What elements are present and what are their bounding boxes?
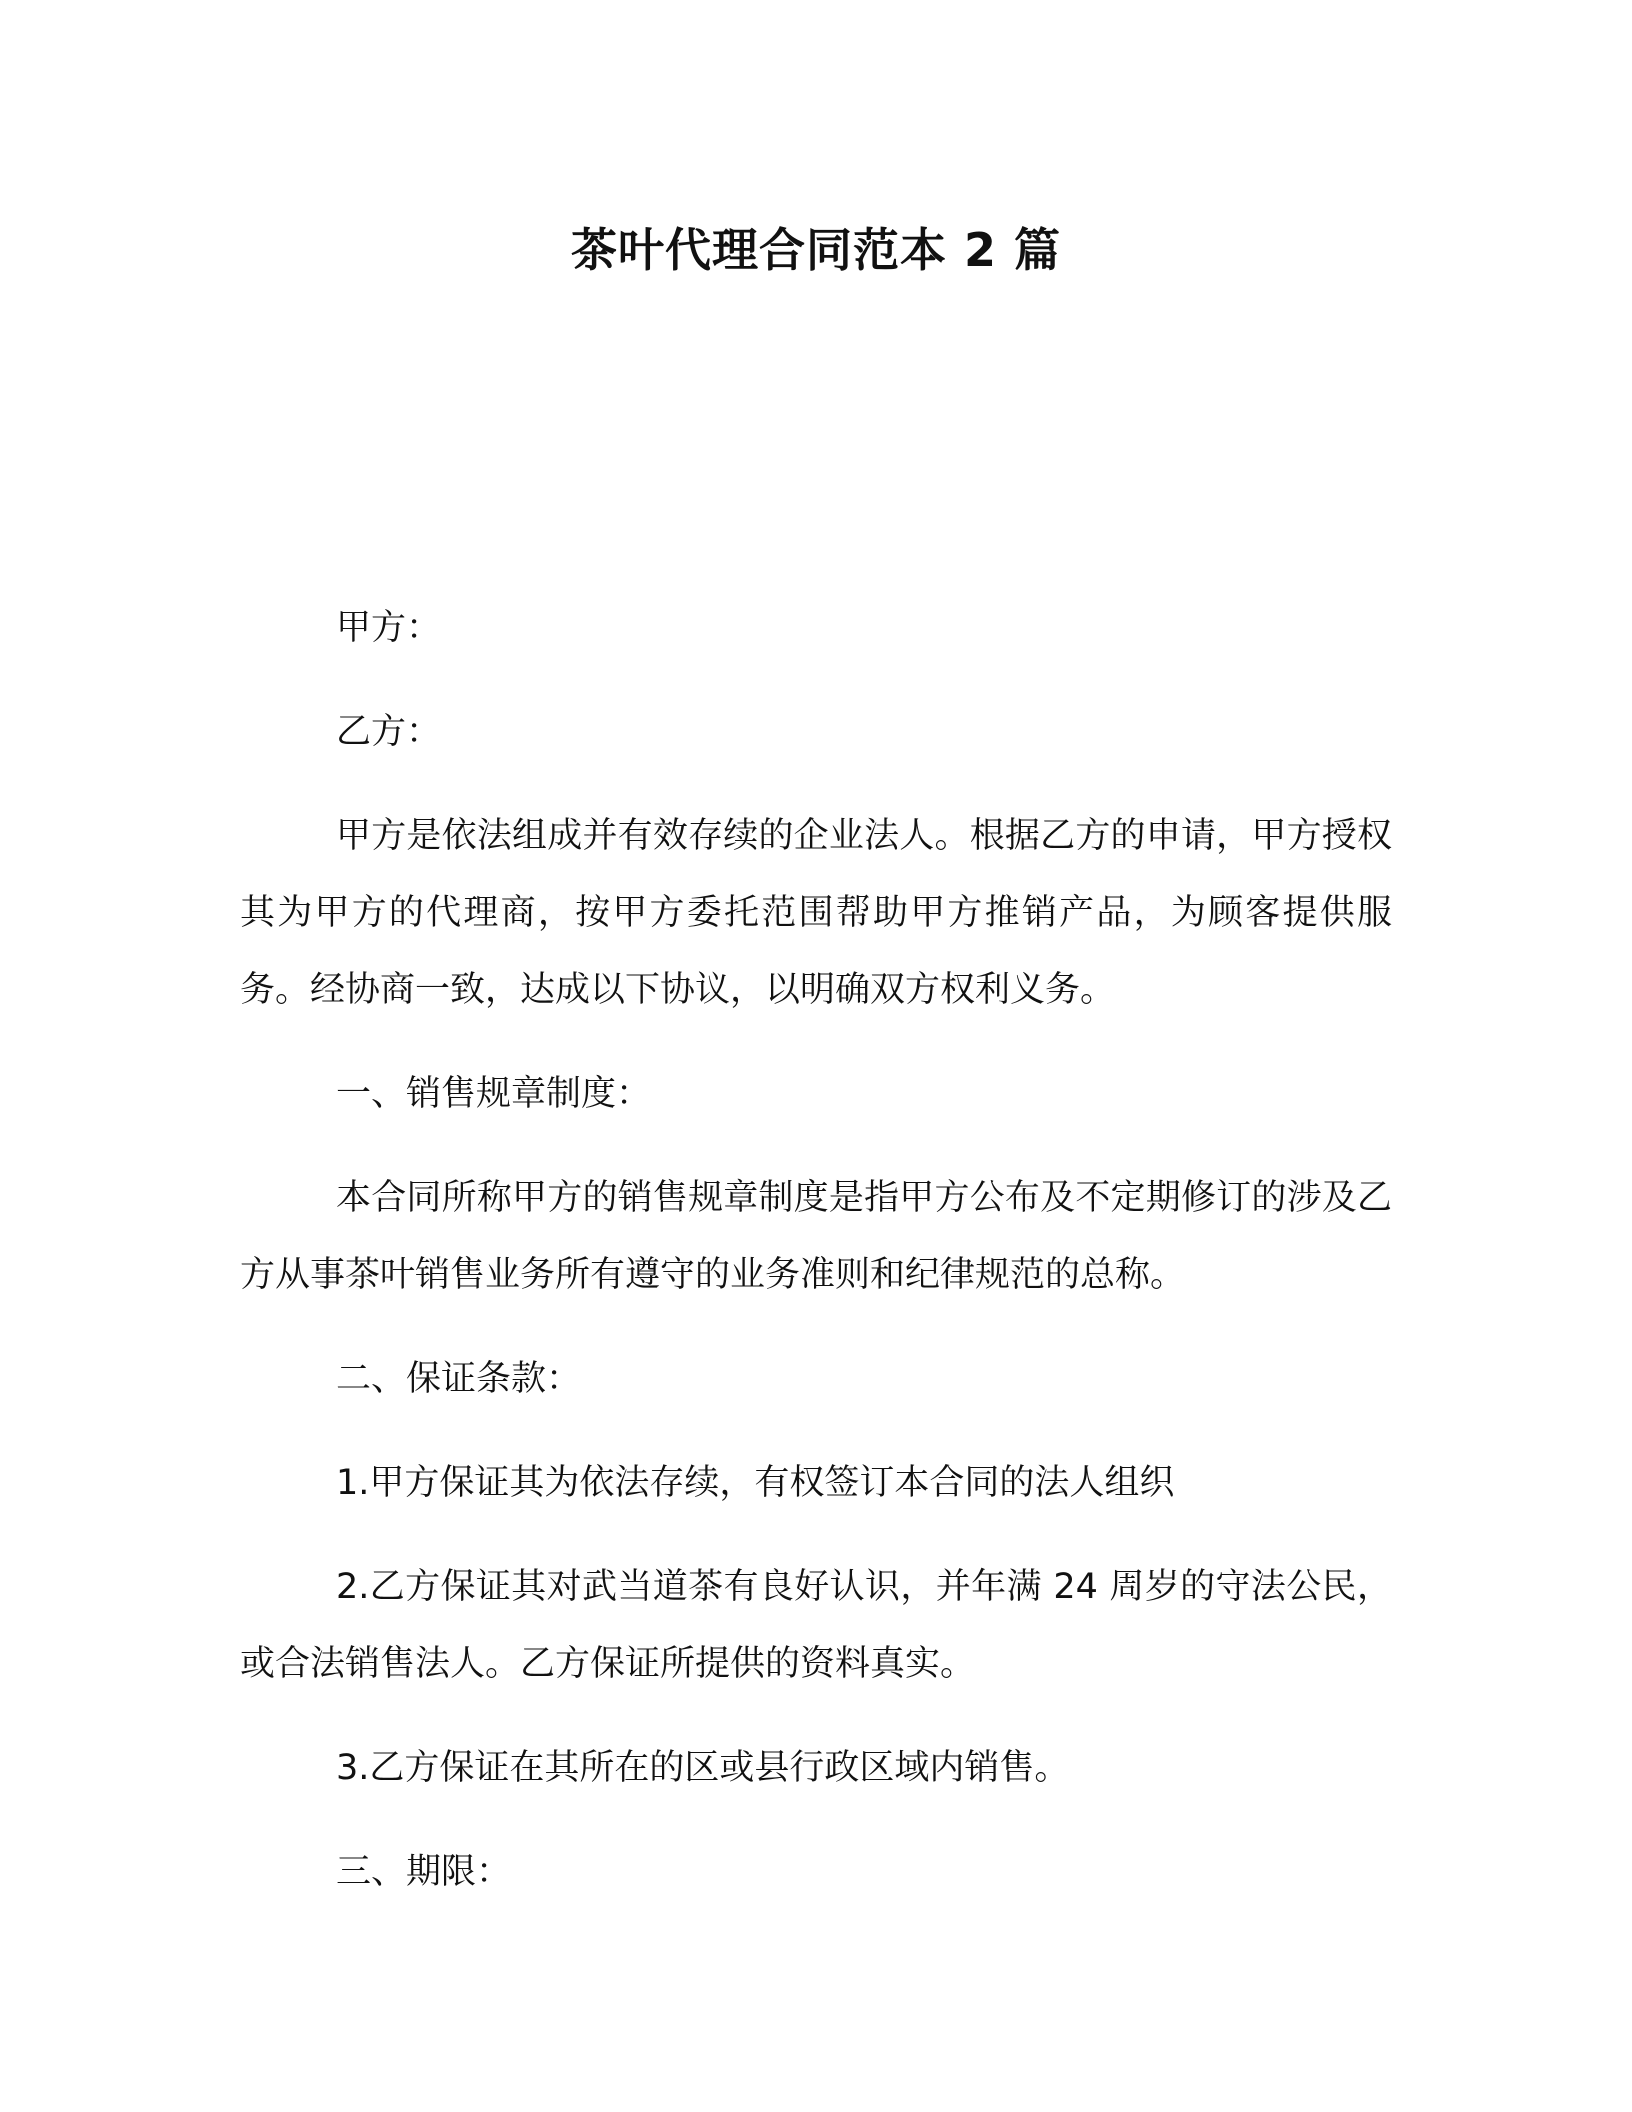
preamble-paragraph: 甲方是依法组成并有效存续的企业法人。根据乙方的申请，甲方授权其为甲方的代理商，按甲方委托范围帮助甲方推销产品，为顾客提供服务。经协商一致，达成以下协议，以明确双方权利义务。 (240, 816, 1392, 1010)
document-body (240, 590, 1392, 1938)
party-b-line: 乙方： (336, 712, 442, 752)
sales-rules-paragraph: 本合同所称甲方的销售规章制度是指甲方公布及不定期修订的涉及乙方从事茶叶销售业务所有遵守的业务准则和纪律规范的总称。 (240, 1178, 1392, 1295)
section-heading-guarantee: 二、保证条款： (336, 1359, 582, 1399)
document-title: 茶叶代理合同范本 2 篇 (570, 223, 1062, 277)
guarantee-item-3: 3.乙方保证在其所在的区或县行政区域内销售。 (336, 1748, 1070, 1788)
party-a-line: 甲方： (336, 608, 442, 648)
section-heading-term: 三、期限： (336, 1852, 512, 1892)
section-heading-sales-rules: 一、销售规章制度： (336, 1074, 652, 1114)
guarantee-item-1: 1.甲方保证其为依法存续，有权签订本合同的法人组织 (336, 1463, 1175, 1503)
guarantee-item-2: 2.乙方保证其对武当道茶有良好认识，并年满 24 周岁的守法公民，或合法销售法人。乙方保证所提供的资料真实。 (240, 1567, 1392, 1684)
